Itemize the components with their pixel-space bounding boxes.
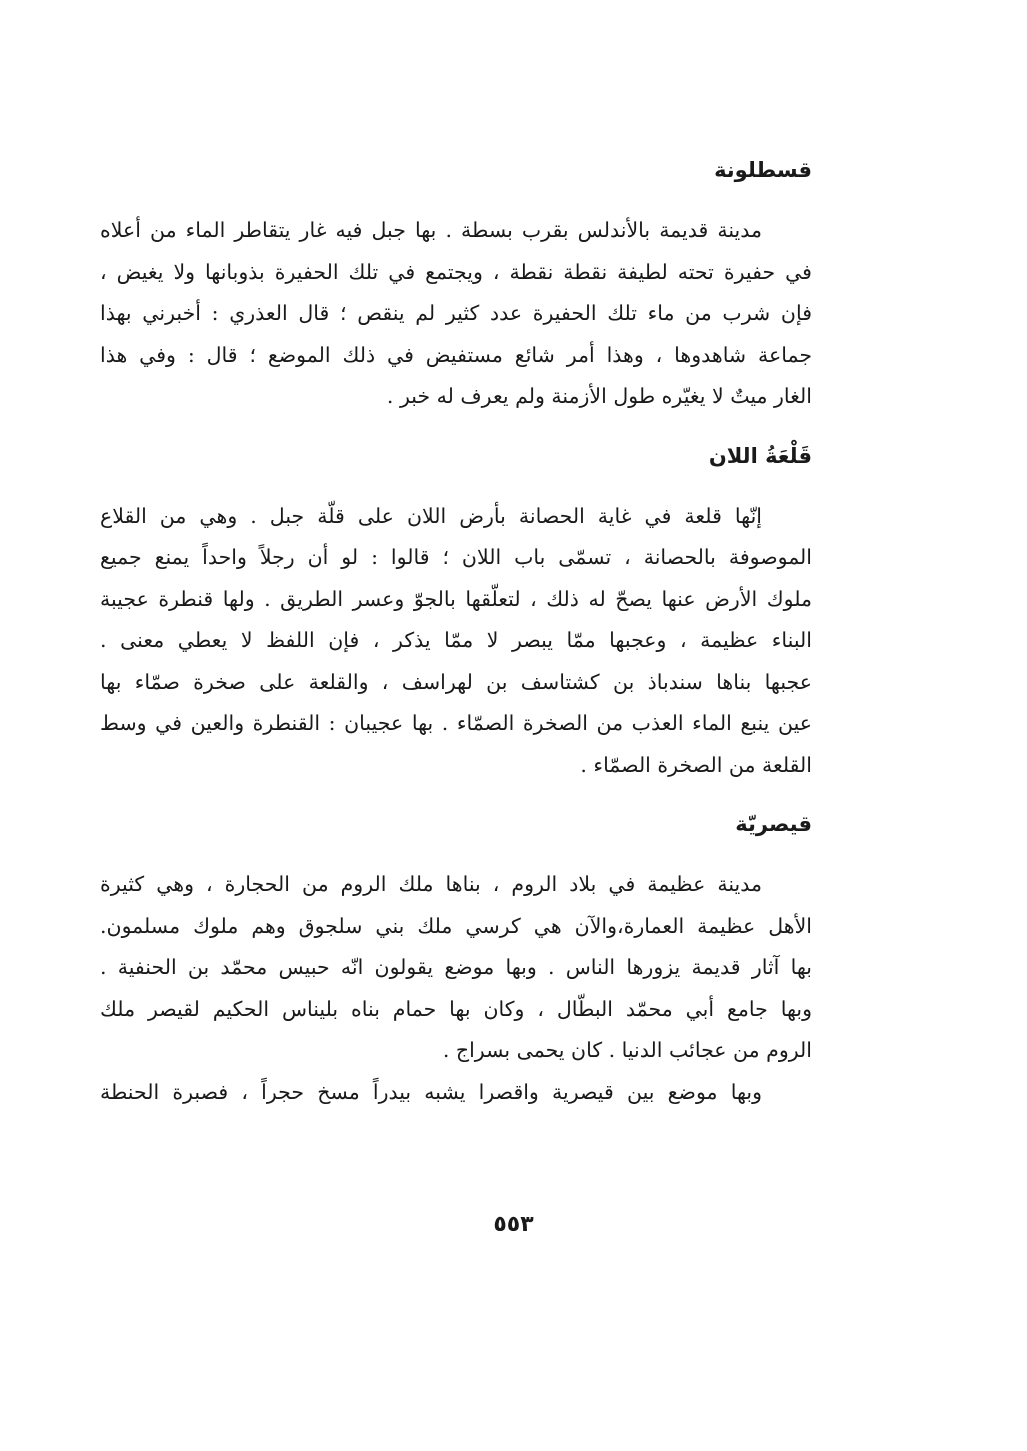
entry-heading: قَلْعَةُ اللان (708, 443, 812, 468)
page-number: ٥٥٣ (493, 1212, 534, 1237)
entry-heading: قسطلونة (714, 158, 812, 182)
text-line: الموصوفة بالحصانة ، تسمّى باب اللان ؛ قالوا : لو أن رجلاً واحداً يمنع جميع (100, 545, 812, 569)
text-line: إنّها قلعة في غاية الحصانة بأرض اللان على قلّة جبل . وهي من القلاع (100, 503, 762, 528)
entry-body (100, 864, 812, 1113)
entry-body (100, 496, 812, 787)
text-line: البناء عظيمة ، وعجبها ممّا يبصر لا ممّا يذكر ، فإن اللفظ لا يعطي معنى . (100, 628, 812, 652)
text-line: وبها موضع بين قيصرية واقصرا يشبه بيدراً مسخ حجراً ، فصبرة الحنطة (100, 1079, 762, 1104)
text-line: وبها جامع أبي محمّد البطّال ، وكان بها حمام بناه بليناس الحكيم لقيصر ملك (100, 996, 812, 1021)
text-line: جماعة شاهدوها ، وهذا أمر شائع مستفيض في ذلك الموضع ؛ قال : وفي هذا (100, 342, 812, 367)
text-line: الغار ميتٌ لا يغيّره طول الأزمنة ولم يعرف له خبر . (386, 384, 812, 408)
text-line: عين ينبع الماء العذب من الصخرة الصمّاء . بها عجيبان : القنطرة والعين في وسط (100, 711, 812, 735)
entry-qastaluna (100, 150, 812, 418)
text-line: الروم من عجائب الدنيا . كان يحمى بسراج . (442, 1038, 812, 1062)
entry-qalat-al-lan (100, 436, 812, 787)
entry-heading: قيصريّة (735, 812, 812, 836)
text-line: الأهل عظيمة العمارة،والآن هي كرسي ملك بني سلجوق وهم ملوك مسلمون. (100, 913, 812, 938)
text-line: مدينة قديمة بالأندلس بقرب بسطة . بها جبل فيه غار يتقاطر الماء من أعلاه (100, 218, 762, 242)
text-line: في حفيرة تحته لطيفة نقطة نقطة ، ويجتمع في تلك الحفيرة بذوبانها ولا يغيض ، (100, 259, 812, 284)
page-content (100, 150, 812, 1113)
text-line: عجبها بناها سندباذ بن كشتاسف بن لهراسف ، والقلعة على صخرة صمّاء بها (100, 669, 812, 694)
text-line: فإن شرب من ماء تلك الحفيرة عدد كثير لم ينقص ؛ قال العذري : أخبرني بهذا (100, 301, 812, 325)
entry-body (100, 210, 812, 418)
text-line: مدينة عظيمة في بلاد الروم ، بناها ملك الروم من الحجارة ، وهي كثيرة (100, 872, 762, 896)
text-line: بها آثار قديمة يزورها الناس . وبها موضع يقولون انّه حبيس محمّد بن الحنفية . (100, 955, 812, 979)
text-line: ملوك الأرض عنها يصحّ له ذلك ، لتعلّقها بالجوّ وعسر الطريق . ولها قنطرة عجيبة (100, 586, 812, 611)
text-line: القلعة من الصخرة الصمّاء . (580, 752, 812, 777)
entry-qaysariyya (100, 804, 812, 1113)
